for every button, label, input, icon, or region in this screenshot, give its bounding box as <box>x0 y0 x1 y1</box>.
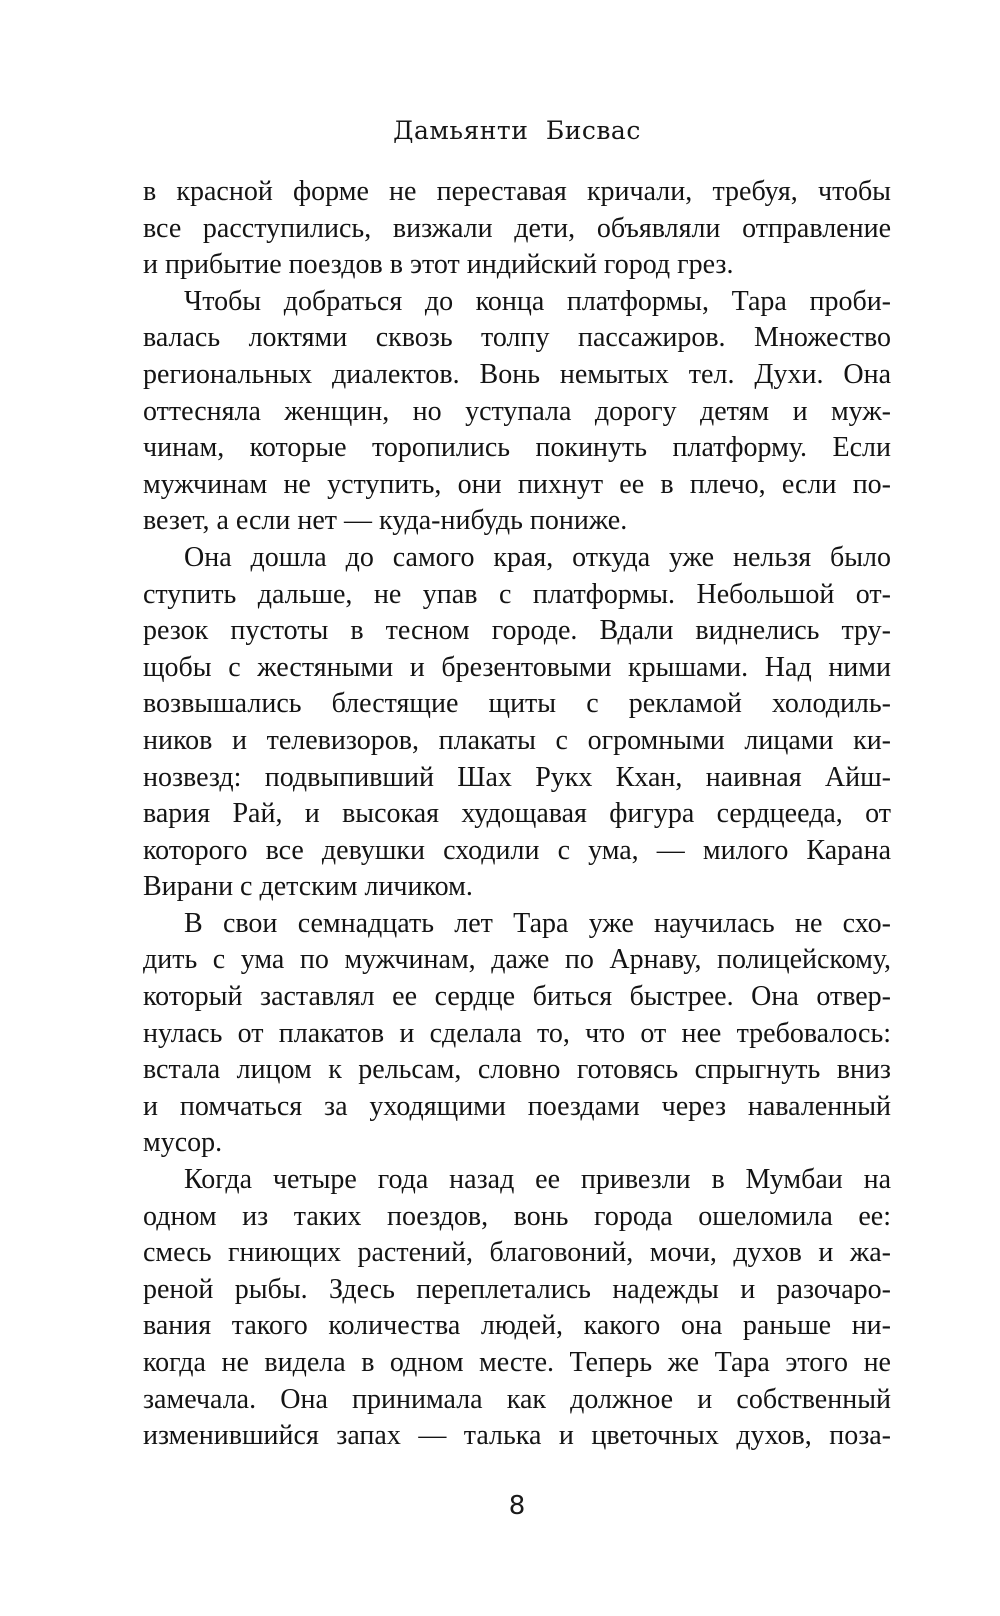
text-line: Вирани с детским личиком. <box>143 871 473 903</box>
text-line: дить с ума по мужчинам, даже по Арнаву, полицейскому, <box>143 944 891 976</box>
paragraph <box>143 1162 891 1455</box>
text-line: везет, а если нет — куда-нибудь пониже. <box>143 505 628 537</box>
text-line: в красной форме не переставая кричали, требуя, чтобы <box>143 176 891 207</box>
text-line: В свои семнадцать лет Тара уже научилась не схо- <box>184 907 891 939</box>
paragraph <box>143 906 891 1162</box>
text-line: замечала. Она принимала как должное и собственный <box>143 1383 891 1415</box>
text-line: Она дошла до самого края, откуда уже нельзя было <box>184 541 891 573</box>
page-number: 8 <box>508 1491 526 1521</box>
text-line: мусор. <box>143 1127 223 1159</box>
text-line: вария Рай, и высокая худощавая фигура сердцееда, от <box>143 798 891 830</box>
text-line: возвышались блестящие щиты с рекламой холодиль- <box>143 688 891 720</box>
text-line: Когда четыре года назад ее привезли в Мумбаи на <box>184 1164 891 1196</box>
text-line: когда не видела в одном месте. Теперь же Тара этого не <box>143 1347 891 1378</box>
text-line: реной рыбы. Здесь переплетались надежды и разочаро- <box>143 1273 891 1305</box>
text-line: вания такого количества людей, какого она раньше ни- <box>143 1310 891 1342</box>
text-line: которого все девушки сходили с ума, — милого Карана <box>143 834 891 866</box>
text-line: резок пустоты в тесном городе. Вдали виднелись тру- <box>143 615 891 647</box>
text-line: мужчинам не уступить, они пихнут ее в плечо, если по- <box>143 468 891 500</box>
text-line: валась локтями сквозь толпу пассажиров. Множество <box>143 322 891 354</box>
text-line: щобы с жестяными и брезентовыми крышами. Над ними <box>143 651 891 683</box>
paragraph <box>143 174 891 284</box>
text-line: ступить дальше, не упав с платформы. Небольшой от- <box>143 578 891 610</box>
paragraph <box>143 540 891 906</box>
text-line: одном из таких поездов, вонь города ошеломила ее: <box>143 1200 891 1232</box>
text-line: нулась от плакатов и сделала то, что от нее требовалось: <box>143 1017 891 1049</box>
text-line: оттесняла женщин, но уступала дорогу детям и муж- <box>143 395 891 427</box>
text-line: нозвезд: подвыпивший Шах Рукх Кхан, наивная Айш- <box>143 761 891 793</box>
text-line: который заставлял ее сердце биться быстрее. Она отвер- <box>143 981 891 1013</box>
text-line: смесь гниющих растений, благовоний, мочи, духов и жа- <box>143 1237 891 1269</box>
text-line: изменившийся запах — талька и цветочных духов, поза- <box>143 1420 891 1452</box>
body-text <box>143 174 891 1455</box>
text-line: и прибытие поездов в этот индийский город грез. <box>143 249 734 281</box>
running-head-author: Дамьянти Бисвас <box>393 116 641 145</box>
text-line: Чтобы добраться до конца платформы, Тара проби- <box>184 285 891 317</box>
text-line: все расступились, визжали дети, объявляли отправление <box>143 212 891 244</box>
text-line: и помчаться за уходящими поездами через наваленный <box>143 1090 891 1122</box>
text-line: чинам, которые торопились покинуть платформу. Если <box>143 432 891 464</box>
text-line: региональных диалектов. Вонь немытых тел. Духи. Она <box>143 358 891 390</box>
text-line: ников и телевизоров, плакаты с огромными лицами ки- <box>143 724 891 756</box>
text-line: встала лицом к рельсам, словно готовясь спрыгнуть вниз <box>143 1054 891 1086</box>
paragraph <box>143 284 891 540</box>
